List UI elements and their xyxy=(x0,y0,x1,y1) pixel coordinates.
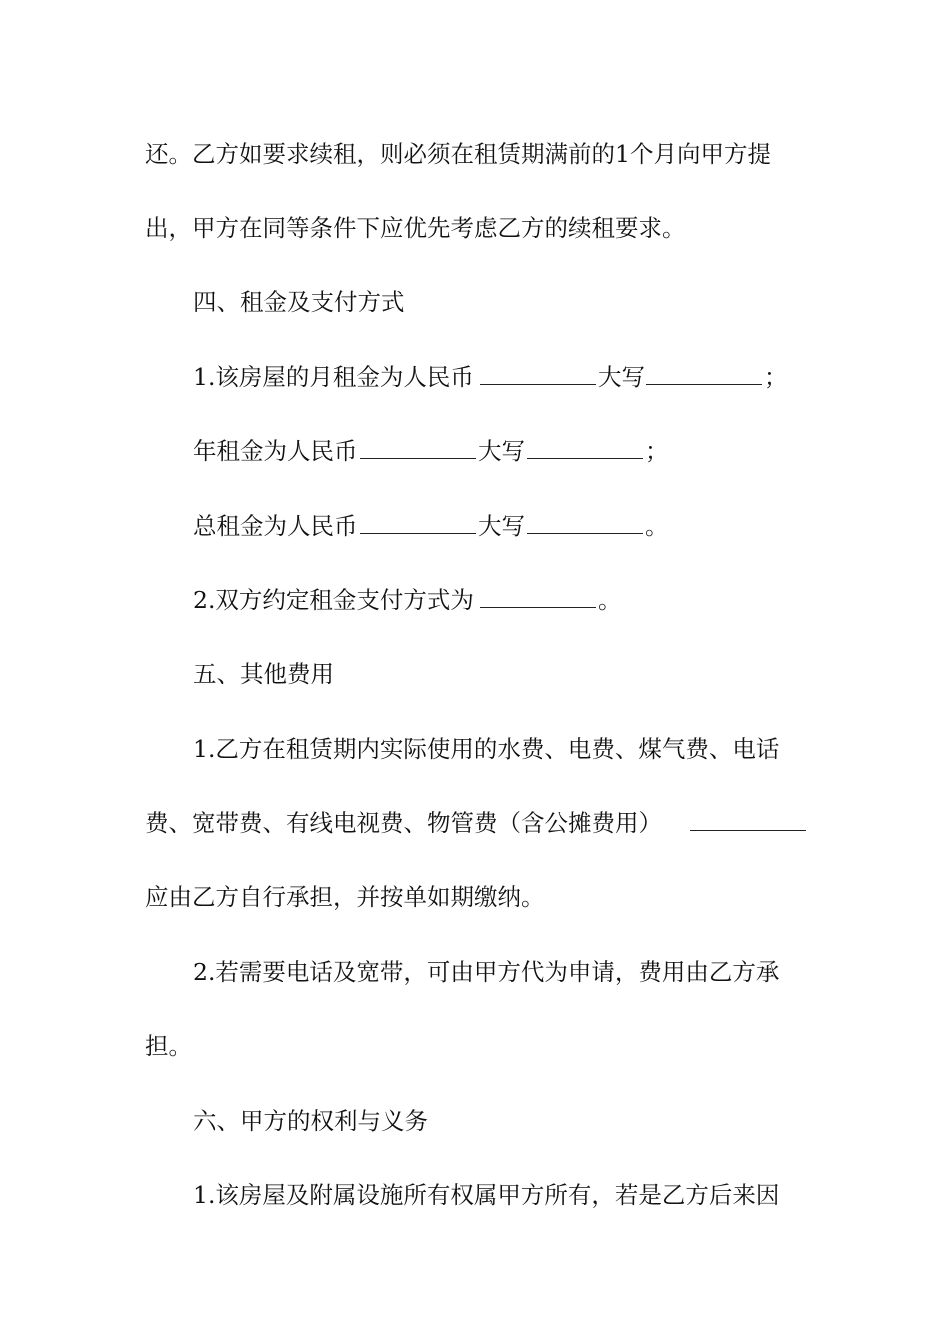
text: 还。乙方如要求续租，则必须在租赁期满前的1个月向甲方提 xyxy=(145,140,771,168)
text: 2.双方约定租金支付方式为 xyxy=(193,586,474,614)
blank-field-fees[interactable] xyxy=(690,830,806,831)
section-heading-other-fees xyxy=(0,654,950,694)
text: 担。 xyxy=(145,1032,192,1060)
text: 费、宽带费、有线电视费、物管费（含公摊费用） xyxy=(145,809,662,837)
monthly-rent-line xyxy=(0,357,950,397)
heading-text: 六、甲方的权利与义务 xyxy=(193,1107,428,1135)
total-rent-line xyxy=(0,506,950,546)
text: 大写 xyxy=(478,437,525,465)
blank-field-total-rent-amount[interactable] xyxy=(360,533,476,534)
text: 。 xyxy=(598,586,622,614)
text: 1.该房屋及附属设施所有权属甲方所有，若是乙方后来因 xyxy=(193,1181,780,1209)
other-fees-line-4 xyxy=(0,952,950,992)
blank-field-total-rent-words[interactable] xyxy=(527,533,643,534)
text: 总租金为人民币 xyxy=(193,512,358,540)
other-fees-line-3 xyxy=(0,877,950,917)
other-fees-line-1 xyxy=(0,729,950,769)
text: 1.该房屋的月租金为人民币 xyxy=(193,363,474,391)
heading-text: 四、租金及支付方式 xyxy=(193,288,405,316)
text: 应由乙方自行承担，并按单如期缴纳。 xyxy=(145,883,545,911)
text: 2.若需要电话及宽带，可由甲方代为申请，费用由乙方承 xyxy=(193,958,780,986)
blank-field-monthly-rent-amount[interactable] xyxy=(480,384,596,385)
blank-field-monthly-rent-words[interactable] xyxy=(646,384,762,385)
text: 。 xyxy=(645,512,669,540)
text: ； xyxy=(764,363,788,391)
other-fees-line-5 xyxy=(0,1026,950,1066)
text: 大写 xyxy=(478,512,525,540)
blank-field-payment-method[interactable] xyxy=(480,607,596,608)
other-fees-line-2 xyxy=(0,803,950,843)
annual-rent-line xyxy=(0,431,950,471)
paragraph-renewal-line-2 xyxy=(0,208,950,248)
blank-field-annual-rent-words[interactable] xyxy=(527,458,643,459)
landlord-rights-line-1 xyxy=(0,1175,950,1215)
section-heading-landlord-rights xyxy=(0,1101,950,1141)
text: 年租金为人民币 xyxy=(193,437,358,465)
heading-text: 五、其他费用 xyxy=(193,660,334,688)
text: 大写 xyxy=(598,363,645,391)
payment-method-line xyxy=(0,580,950,620)
text: ； xyxy=(645,437,669,465)
text: 出，甲方在同等条件下应优先考虑乙方的续租要求。 xyxy=(145,214,686,242)
section-heading-rent xyxy=(0,282,950,322)
paragraph-renewal-line-1 xyxy=(0,134,950,174)
text: 1.乙方在租赁期内实际使用的水费、电费、煤气费、电话 xyxy=(193,735,780,763)
blank-field-annual-rent-amount[interactable] xyxy=(360,458,476,459)
